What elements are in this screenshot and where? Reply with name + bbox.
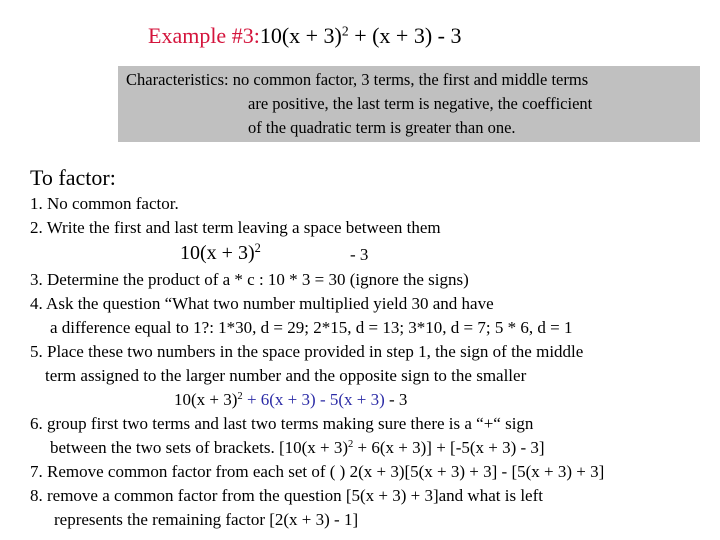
step-5-equation-first: 10(x + 3) [174,390,238,409]
characteristics-box [118,66,700,142]
title-exponent: 2 [341,23,349,39]
step-5-equation [174,388,407,412]
step-8-line-1: 8. remove a common factor from the question [5(x + 3) + 3]and what is left [30,486,543,505]
step-2-first-term-base: 10(x + 3) [180,242,255,264]
step-2-last-term: - 3 [350,245,369,264]
step-3: 3. Determine the product of a * c : 10 * 3 = 30 (ignore the signs) [30,270,469,289]
step-5-equation-middle-minus: - 5(x + 3) [315,390,385,409]
step-4-line-1: 4. Ask the question “What two number multiplied yield 30 and have [30,294,494,313]
title-expression-part2: + (x + 3) - 3 [348,23,462,48]
step-2-first-term [180,240,261,266]
step-2: 2. Write the first and last term leaving a space between them [30,218,441,237]
step-6-line-1: 6. group first two terms and last two terms making sure there is a “+“ sign [30,414,534,433]
step-6-exponent: 2 [348,439,354,451]
characteristics-line-1: Characteristics: no common factor, 3 terms, the first and middle terms [126,70,589,89]
to-factor-heading: To factor: [30,165,116,190]
step-7: 7. Remove common factor from each set of ( ) 2(x + 3)[5(x + 3) + 3] - [5(x + 3) + 3] [30,462,605,481]
step-5-equation-middle-plus: + 6(x + 3) [242,390,316,409]
step-4-line-2: a difference equal to 1?: 1*30, d = 29; 2*15, d = 13; 3*10, d = 7; 5 * 6, d = 1 [50,318,573,337]
step-6-line-2 [50,436,545,460]
step-6-line-2-pre: between the two sets of brackets. [10(x + 3) [50,438,349,457]
step-2-exponent: 2 [254,241,261,256]
example-title [148,22,461,50]
step-5-line-2: term assigned to the larger number and the opposite sign to the smaller [45,366,527,385]
characteristics-line-2: are positive, the last term is negative, the coefficient [248,94,593,113]
step-8-line-2: represents the remaining factor [2(x + 3) - 1] [54,510,359,529]
step-5-exponent: 2 [237,391,243,403]
step-6-line-2-post: + 6(x + 3)] + [-5(x + 3) - 3] [353,438,545,457]
step-1: 1. No common factor. [30,194,179,213]
title-expression-part1: 10(x + 3) [259,23,342,48]
step-5-equation-last: - 3 [384,390,408,409]
example-label: Example #3: [148,23,260,48]
step-5-line-1: 5. Place these two numbers in the space provided in step 1, the sign of the middle [30,342,584,361]
characteristics-line-3: of the quadratic term is greater than one. [248,118,516,137]
